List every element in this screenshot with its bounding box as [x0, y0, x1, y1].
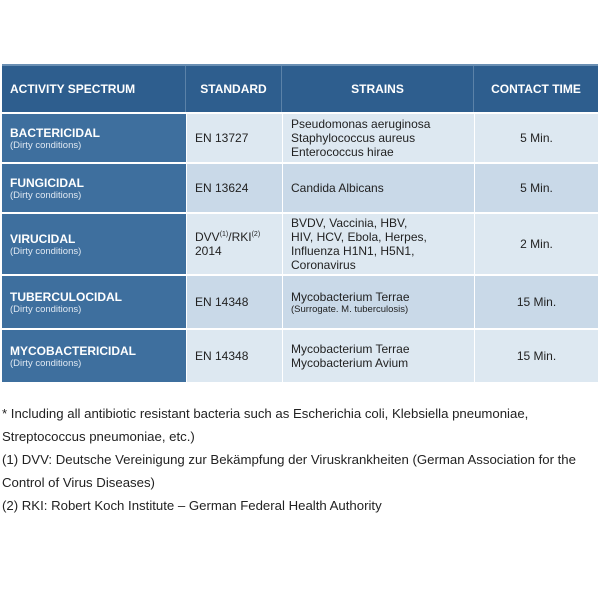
header-standard: STANDARD	[186, 66, 282, 112]
activity-name: BACTERICIDAL	[10, 125, 100, 140]
contact-time-cell: 5 Min.	[474, 162, 598, 212]
standard-line: DVV$^{(1)}$/RKI$^{(2)}$	[195, 230, 261, 244]
contact-time-cell: 15 Min.	[474, 274, 598, 328]
strain-line: Staphylococcus aureus	[291, 131, 416, 145]
footnote-rki: (2) RKI: Robert Koch Institute – German Federal Health Authority	[2, 498, 382, 513]
activity-cell-tuberculocidal	[2, 274, 186, 328]
strain-line: Influenza H1N1, H5N1,	[291, 244, 415, 258]
activity-condition: (Dirty conditions)	[10, 139, 82, 151]
activity-cell-bactericidal	[2, 112, 186, 162]
activity-name: FUNGICIDAL	[10, 175, 84, 190]
strain-line: Mycobacterium Avium	[291, 356, 409, 370]
header-strains: STRAINS	[282, 66, 474, 112]
contact-time-cell: 15 Min.	[474, 328, 598, 382]
contact-time-cell: 5 Min.	[474, 112, 598, 162]
contact-time-cell: 2 Min.	[474, 212, 598, 274]
activity-cell-virucidal	[2, 212, 186, 274]
strain-line: Candida Albicans	[291, 181, 384, 195]
strain-line: Enterococcus hirae	[291, 145, 394, 159]
standard-cell: EN 13624	[186, 162, 282, 212]
strain-line: Mycobacterium Terrae	[291, 342, 410, 356]
standard-cell: EN 13727	[186, 112, 282, 162]
footnote-star: * Including all antibiotic resistant bacteria such as Escherichia coli, Klebsiella pneumoniae, Streptococcus pneumoniae, etc.)	[2, 406, 529, 444]
footnote-dvv: (1) DVV: Deutsche Vereinigung zur Bekämpfung der Viruskrankheiten (German Association for the Control of Virus Diseases)	[2, 452, 576, 490]
strains-cell	[282, 112, 474, 162]
strain-line: Pseudomonas aeruginosa	[291, 117, 431, 131]
strains-cell	[282, 328, 474, 382]
activity-name: VIRUCIDAL	[10, 231, 76, 246]
activity-name: TUBERCULOCIDAL	[10, 289, 122, 304]
activity-condition: (Dirty conditions)	[10, 245, 82, 257]
footnotes	[2, 402, 598, 517]
strain-line: BVDV, Vaccinia, HBV,	[291, 216, 408, 230]
strain-line: Coronavirus	[291, 258, 356, 272]
activity-cell-fungicidal	[2, 162, 186, 212]
standard-year: 2014	[195, 244, 222, 258]
activity-condition: (Dirty conditions)	[10, 189, 82, 201]
strains-cell	[282, 274, 474, 328]
activity-condition: (Dirty conditions)	[10, 357, 82, 369]
activity-cell-mycobactericidal	[2, 328, 186, 382]
standard-cell: EN 14348	[186, 328, 282, 382]
activity-table	[2, 64, 598, 382]
header-contact-time: CONTACT TIME	[474, 66, 598, 112]
standard-cell	[186, 212, 282, 274]
strain-line: Mycobacterium Terrae	[291, 289, 410, 304]
standard-cell: EN 14348	[186, 274, 282, 328]
header-activity-spectrum: ACTIVITY SPECTRUM	[2, 66, 186, 112]
activity-name: MYCOBACTERICIDAL	[10, 343, 136, 358]
strains-cell	[282, 162, 474, 212]
strain-line: HIV, HCV, Ebola, Herpes,	[291, 230, 427, 244]
strains-cell	[282, 212, 474, 274]
activity-condition: (Dirty conditions)	[10, 303, 82, 315]
strain-note: (Surrogate. M. tuberculosis)	[291, 303, 409, 315]
